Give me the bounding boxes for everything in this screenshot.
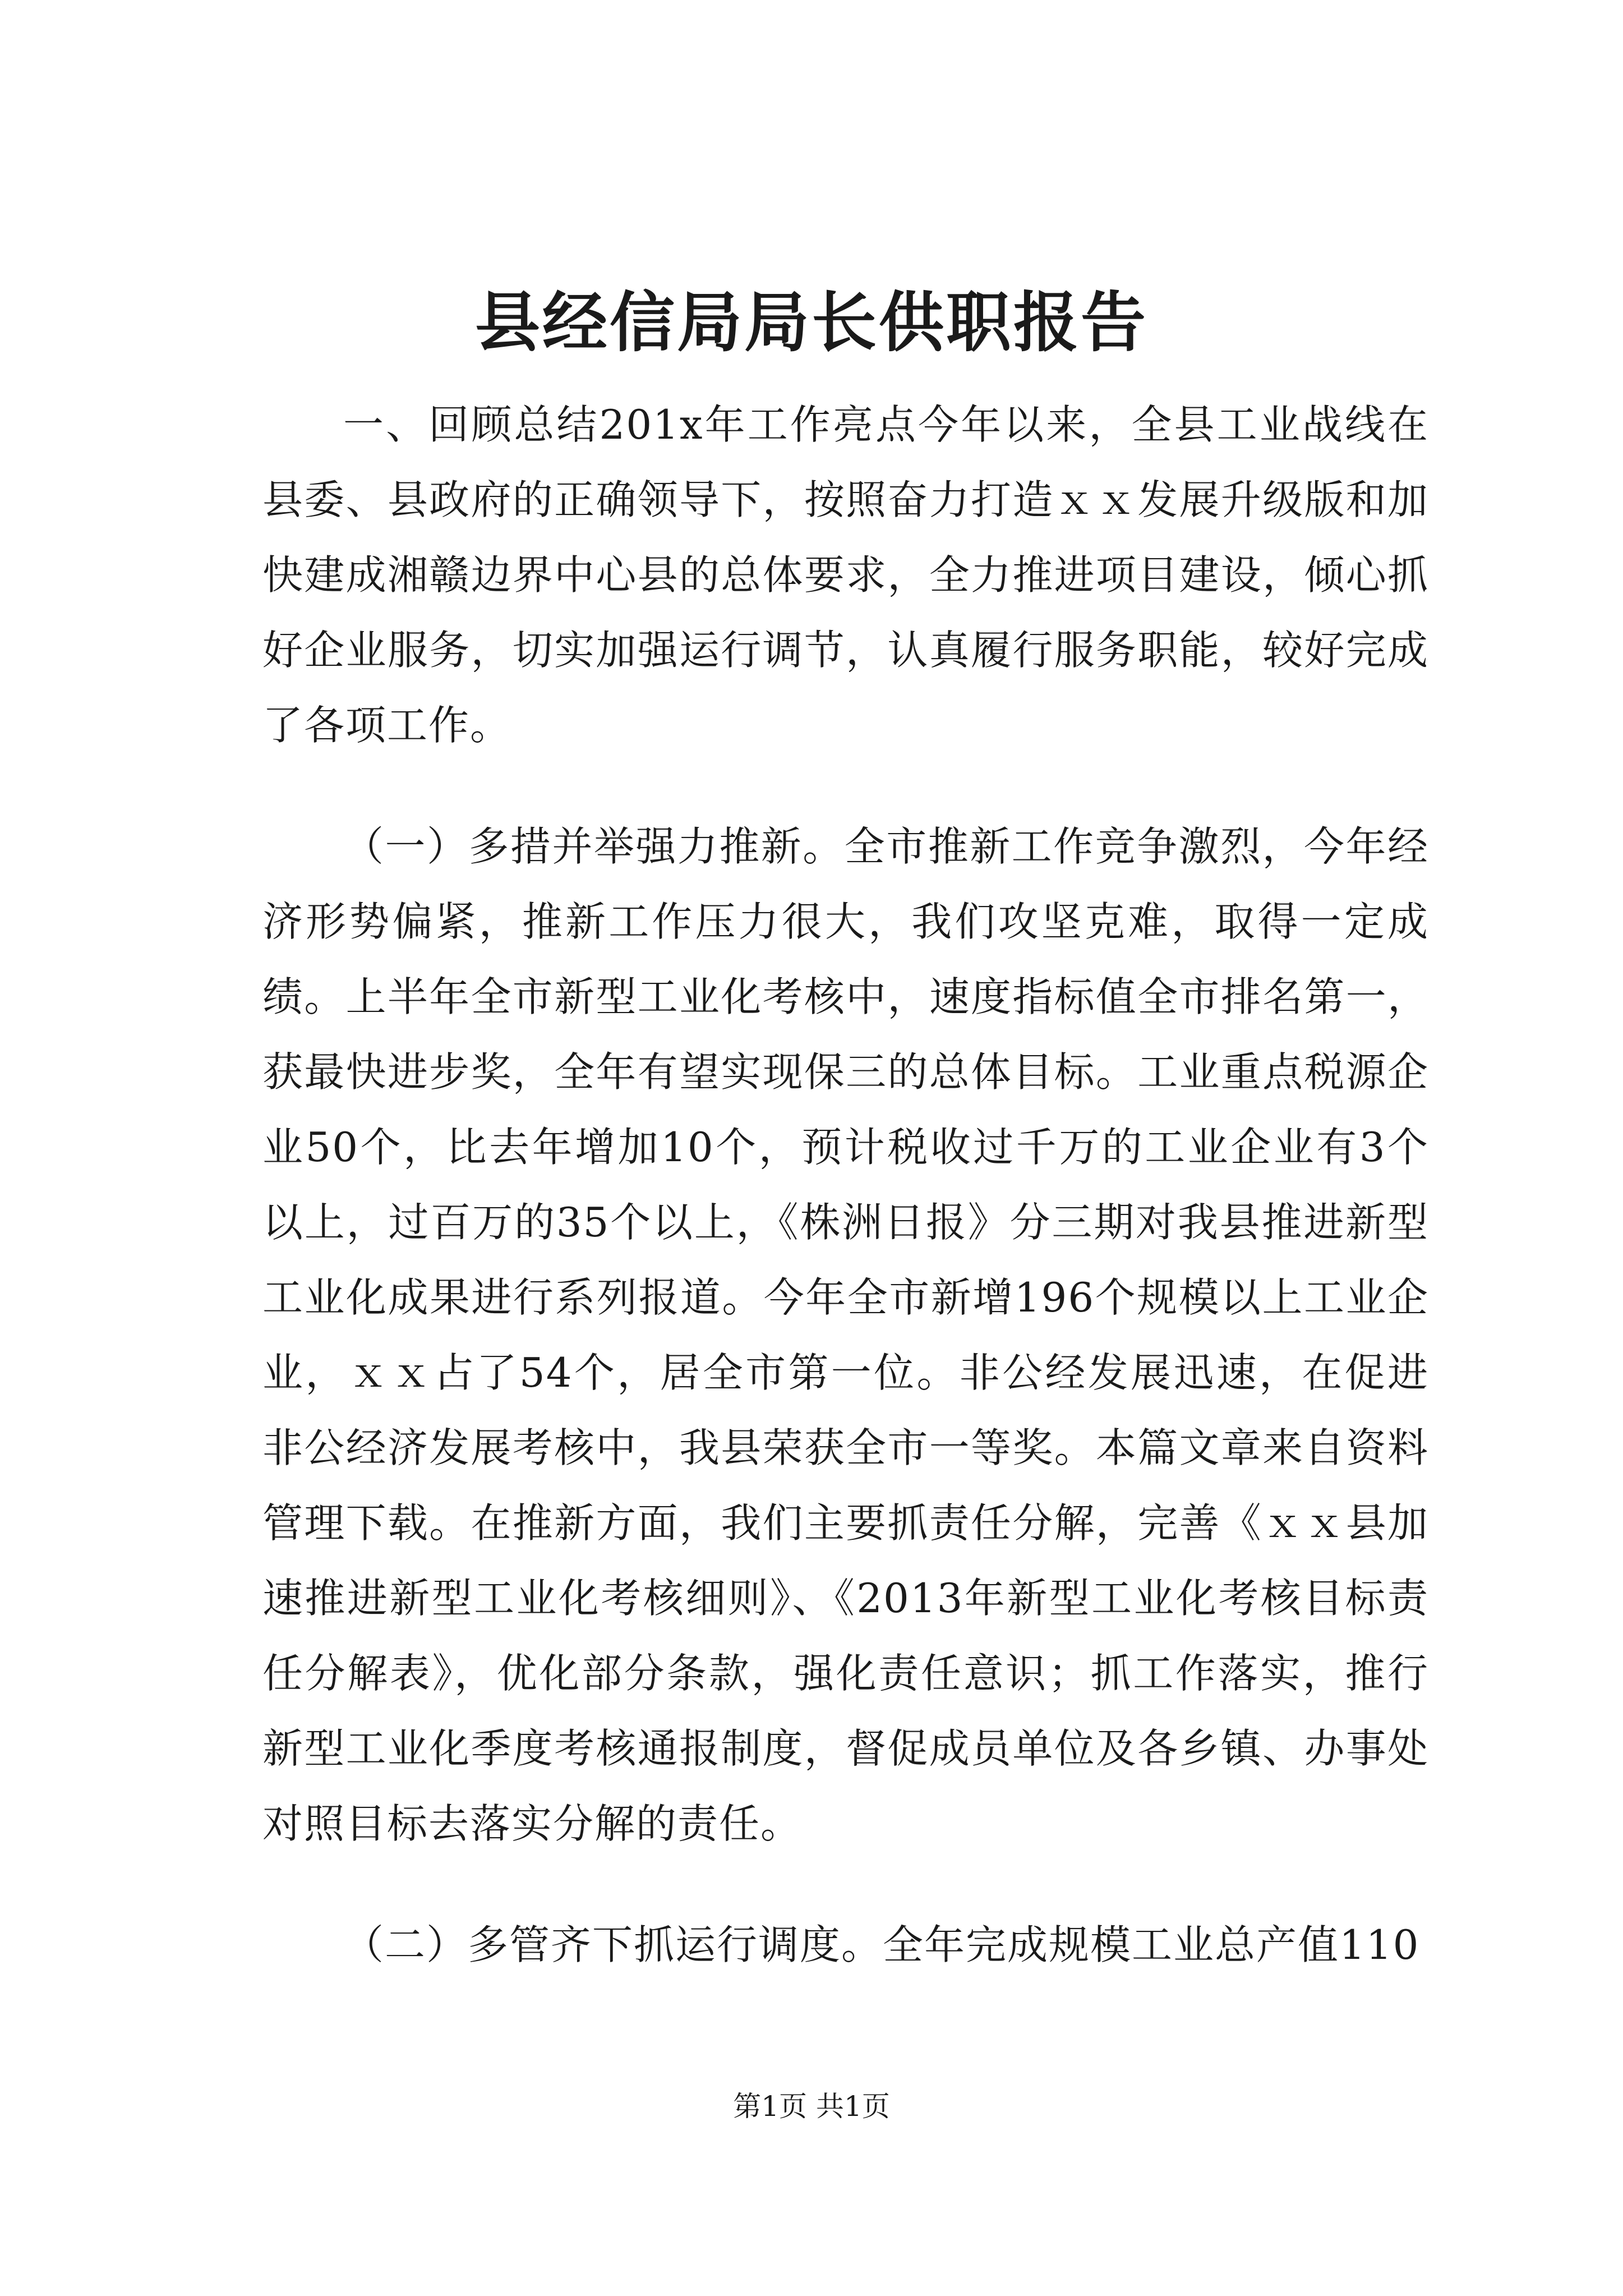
paragraph-review-summary: 一、回顾总结201x年工作亮点今年以来，全县工业战线在县委、县政府的正确领导下，按照奋力打造ｘｘ发展升级版和加快建成湘赣边界中心县的总体要求，全力推进项目建设，倾心抓好企业服务，切实加强运行调节，认真履行服务职能，较好完成了各项工作。 [262, 401, 1429, 749]
page-footer: 第1页 共1页 [733, 2090, 890, 2123]
document-title: 县经信局局长供职报告 [475, 284, 1148, 361]
paragraph-section-two: （二）多管齐下抓运行调度。全年完成规模工业总产值110 [343, 1921, 1420, 1968]
document-body [262, 387, 1429, 1982]
paragraph-section-one: （一）多措并举强力推新。全市推新工作竞争激烈，今年经济形势偏紧，推新工作压力很大，我们攻坚克难，取得一定成绩。上半年全市新型工业化考核中，速度指标值全市排名第一，获最快进步奖，全年有望实现保三的总体目标。工业重点税源企业50个，比去年增加10个，预计税收过千万的工业企业有3个以上，过百万的35个以上，《株洲日报》分三期对我县推进新型工业化成果进行系列报道。今年全市新增196个规模以上工业企业，ｘｘ占了54个，居全市第一位。非公经发展迅速，在促进非公经济发展考核中，我县荣获全市一等奖。本篇文章来自资料管理下载。在推新方面，我们主要抓责任分解，完善《ｘｘ县加速推进新型工业化考核细则》、《2013年新型工业化考核目标责任分解表》，优化部分条款，强化责任意识；抓工作落实，推行新型工业化季度考核通报制度，督促成员单位及各乡镇、办事处对照目标去落实分解的责任。 [262, 823, 1429, 1847]
